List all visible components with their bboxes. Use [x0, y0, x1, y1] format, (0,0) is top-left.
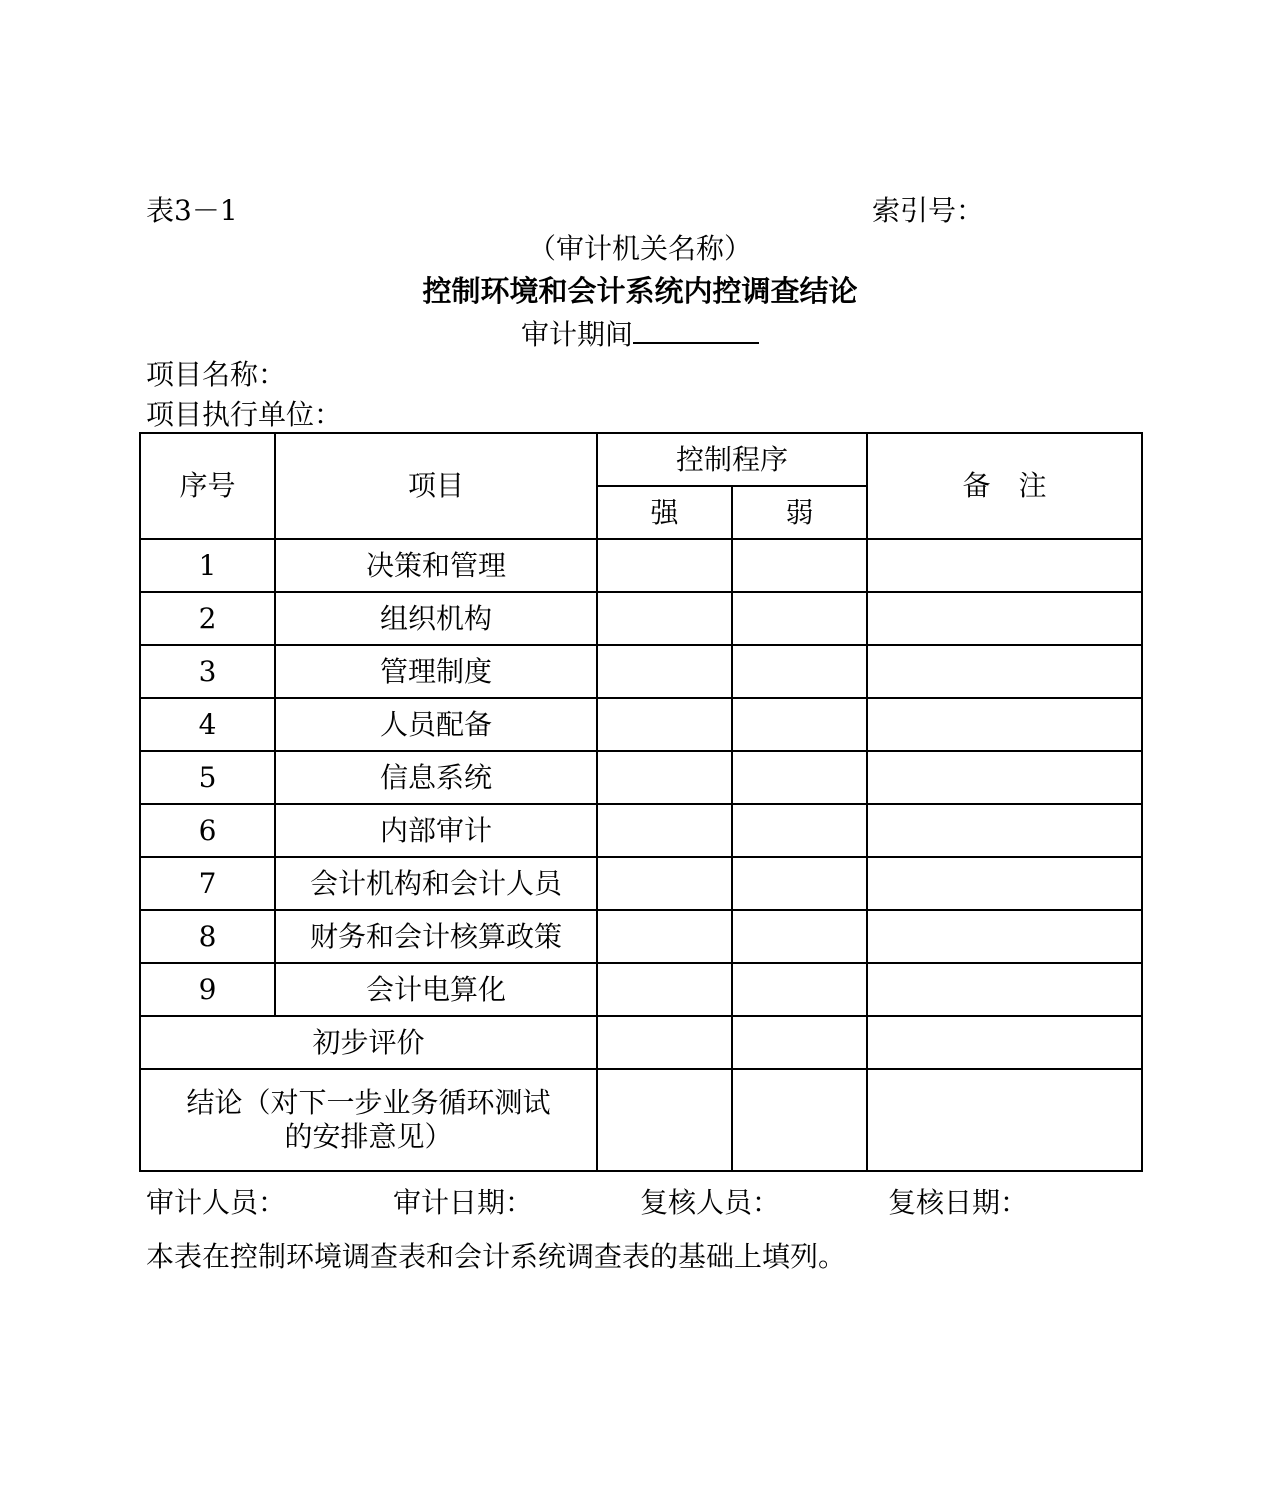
- row-remark-cell[interactable]: [867, 910, 1142, 963]
- prelim-strong-cell[interactable]: [597, 1016, 732, 1069]
- row-number: 6: [140, 804, 275, 857]
- row-weak-cell[interactable]: [732, 698, 867, 751]
- row-item: 信息系统: [275, 751, 597, 804]
- row-number: 4: [140, 698, 275, 751]
- project-unit-label: 项目执行单位：: [146, 398, 343, 431]
- row-strong-cell[interactable]: [597, 698, 732, 751]
- row-strong-cell[interactable]: [597, 910, 732, 963]
- footnote: 本表在控制环境调查表和会计系统调查表的基础上填列。: [146, 1240, 847, 1273]
- header-weak: 弱: [732, 486, 867, 539]
- agency-name: （审计机关名称）: [527, 232, 752, 265]
- audit-period-label: 审计期间: [520, 318, 633, 351]
- row-strong-cell[interactable]: [597, 963, 732, 1016]
- table-number: 表3－1: [146, 194, 238, 227]
- table-row: [140, 592, 1142, 645]
- row-item: 人员配备: [275, 698, 597, 751]
- audit-period-blank[interactable]: [633, 316, 759, 344]
- row-strong-cell[interactable]: [597, 857, 732, 910]
- row-remark-cell[interactable]: [867, 963, 1142, 1016]
- row-weak-cell[interactable]: [732, 539, 867, 592]
- row-remark-cell[interactable]: [867, 592, 1142, 645]
- index-number-label: 索引号：: [872, 194, 985, 227]
- row-weak-cell[interactable]: [732, 857, 867, 910]
- row-strong-cell[interactable]: [597, 751, 732, 804]
- header-control: 控制程序: [597, 433, 867, 486]
- header-seq: 序号: [140, 433, 275, 539]
- row-remark-cell[interactable]: [867, 645, 1142, 698]
- row-weak-cell[interactable]: [732, 910, 867, 963]
- table-row: [140, 539, 1142, 592]
- table-row: [140, 698, 1142, 751]
- row-remark-cell[interactable]: [867, 857, 1142, 910]
- table-row: [140, 910, 1142, 963]
- conclusion-label: 结论（对下一步业务循环测试的安排意见）: [140, 1069, 597, 1171]
- row-item: 内部审计: [275, 804, 597, 857]
- review-date-label: 复核日期：: [888, 1186, 1029, 1219]
- row-number: 7: [140, 857, 275, 910]
- table-row: [140, 857, 1142, 910]
- table-row: [140, 751, 1142, 804]
- row-number: 2: [140, 592, 275, 645]
- reviewer-label: 复核人员：: [640, 1186, 781, 1219]
- audit-period: [0, 316, 1280, 352]
- row-strong-cell[interactable]: [597, 645, 732, 698]
- conclusion-remark-cell[interactable]: [867, 1069, 1142, 1171]
- row-strong-cell[interactable]: [597, 539, 732, 592]
- row-weak-cell[interactable]: [732, 963, 867, 1016]
- prelim-weak-cell[interactable]: [732, 1016, 867, 1069]
- row-strong-cell[interactable]: [597, 592, 732, 645]
- row-weak-cell[interactable]: [732, 645, 867, 698]
- row-number: 9: [140, 963, 275, 1016]
- header-remark: 备 注: [867, 433, 1142, 539]
- row-item: 决策和管理: [275, 539, 597, 592]
- conclusion-weak-cell[interactable]: [732, 1069, 867, 1171]
- prelim-label: 初步评价: [140, 1016, 597, 1069]
- project-name-label: 项目名称：: [146, 358, 287, 391]
- row-number: 3: [140, 645, 275, 698]
- row-remark-cell[interactable]: [867, 539, 1142, 592]
- row-item: 会计电算化: [275, 963, 597, 1016]
- row-item: 会计机构和会计人员: [275, 857, 597, 910]
- row-number: 5: [140, 751, 275, 804]
- audit-date-label: 审计日期：: [393, 1186, 534, 1219]
- row-remark-cell[interactable]: [867, 751, 1142, 804]
- row-strong-cell[interactable]: [597, 804, 732, 857]
- table-row: [140, 804, 1142, 857]
- conclusion-table: [139, 432, 1143, 1172]
- row-remark-cell[interactable]: [867, 698, 1142, 751]
- row-number: 1: [140, 539, 275, 592]
- row-weak-cell[interactable]: [732, 804, 867, 857]
- header-item: 项目: [275, 433, 597, 539]
- row-weak-cell[interactable]: [732, 592, 867, 645]
- conclusion-strong-cell[interactable]: [597, 1069, 732, 1171]
- header-strong: 强: [597, 486, 732, 539]
- row-item: 管理制度: [275, 645, 597, 698]
- auditor-label: 审计人员：: [146, 1186, 287, 1219]
- row-item: 组织机构: [275, 592, 597, 645]
- table-row: [140, 963, 1142, 1016]
- table-row: [140, 645, 1142, 698]
- row-remark-cell[interactable]: [867, 804, 1142, 857]
- page-title: 控制环境和会计系统内控调查结论: [422, 274, 858, 308]
- row-number: 8: [140, 910, 275, 963]
- row-weak-cell[interactable]: [732, 751, 867, 804]
- prelim-remark-cell[interactable]: [867, 1016, 1142, 1069]
- row-item: 财务和会计核算政策: [275, 910, 597, 963]
